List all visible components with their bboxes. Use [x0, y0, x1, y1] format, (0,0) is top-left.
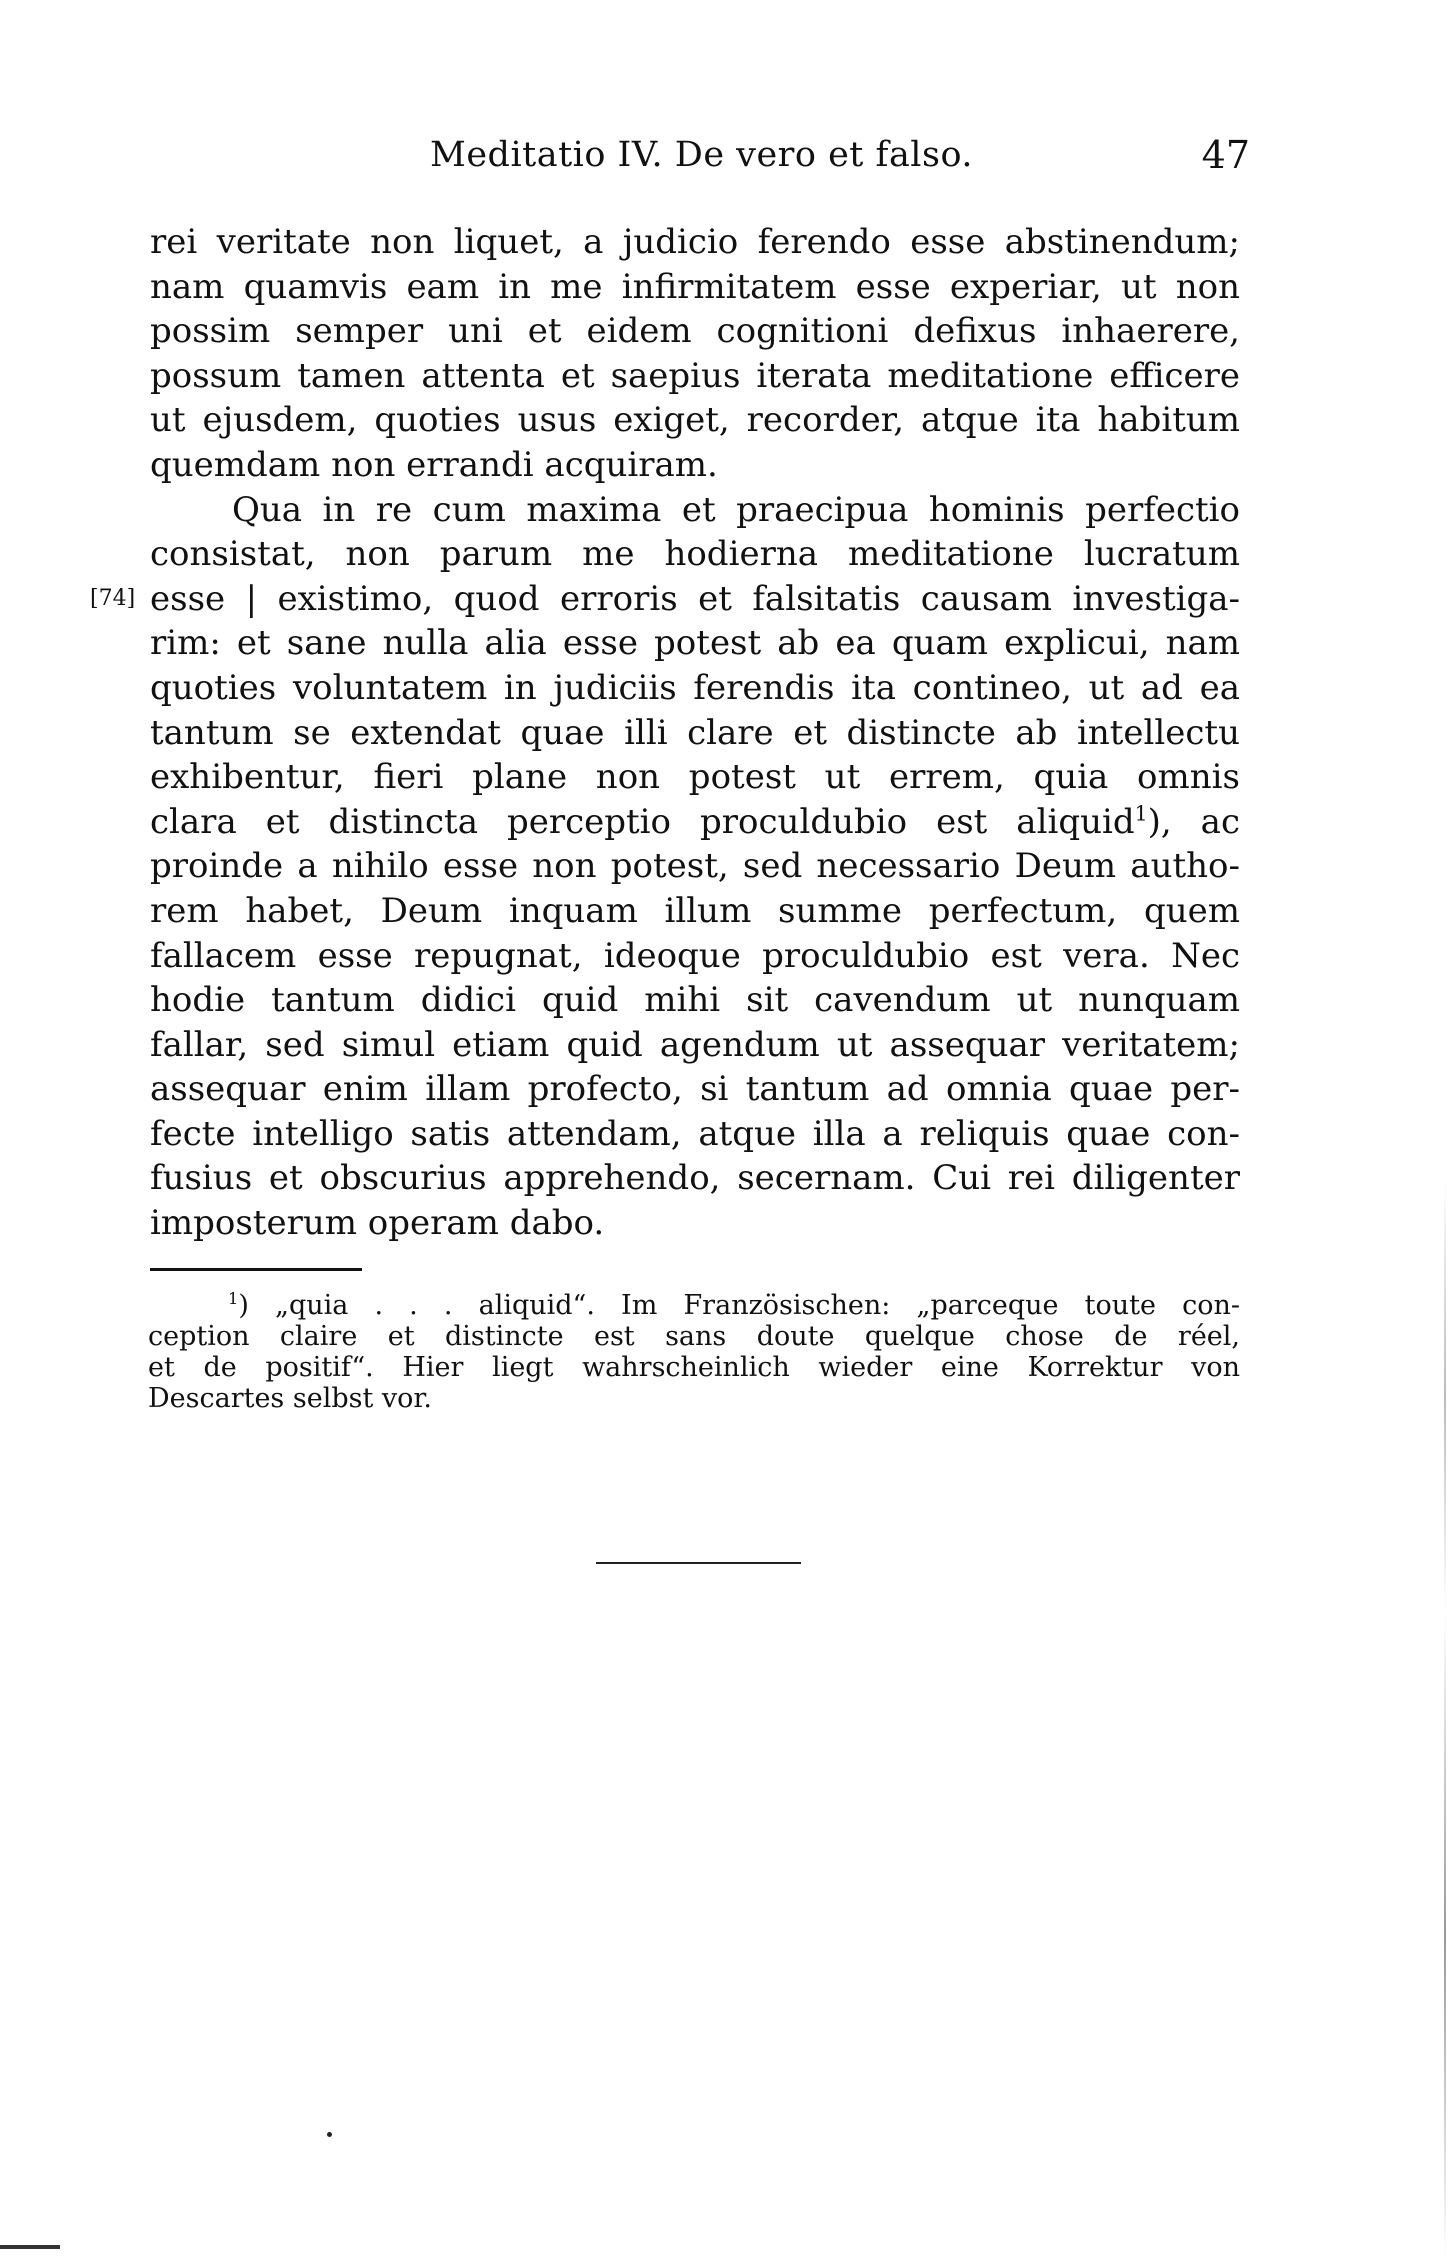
- text-segment: clara et distincta perceptio proculdubio est aliquid: [150, 801, 1135, 842]
- text-line: possim semper uni et eidem cognitioni defixus inhaerere,: [150, 311, 1240, 352]
- text-line: tantum se extendat quae illi clare et distincte ab intellectu: [150, 712, 1240, 753]
- marginal-page-reference: [74]: [90, 585, 136, 611]
- text-line: assequar enim illam profecto, si tantum ad omnia quae per-: [150, 1069, 1240, 1110]
- main-text: [90, 220, 1240, 1246]
- text-line: hodie tantum didici quid mihi sit cavendum ut nunquam: [150, 980, 1240, 1021]
- footnote-separator: [150, 1268, 362, 1271]
- text-line: fallar, sed simul etiam quid agendum ut assequar veritatem;: [150, 1024, 1240, 1065]
- text-line: possum tamen attenta et saepius iterata meditatione efficere: [150, 355, 1240, 396]
- text-line: proinde a nihilo esse non potest, sed necessario Deum autho-: [150, 846, 1240, 887]
- text-line: fusius et obscurius apprehendo, secernam. Cui rei diligenter: [150, 1158, 1240, 1199]
- scan-edge-mark: [0, 2245, 60, 2249]
- footnote-reference[interactable]: 1: [1134, 801, 1148, 826]
- footnote-line: [148, 1290, 1240, 1321]
- scan-edge-shadow: [1444, 1180, 1446, 2260]
- section-end-rule: [596, 1562, 801, 1564]
- text-line: fecte intelligo satis attendam, atque illa a reliquis quae con-: [150, 1113, 1240, 1154]
- footnote: [148, 1290, 1240, 1414]
- text-line: consistat, non parum me hodierna meditatione lucratum: [150, 534, 1240, 575]
- footnote-line: Descartes selbst vor.: [148, 1383, 432, 1414]
- text-line: Qua in re cum maxima et praecipua hominis perfectio: [232, 489, 1240, 530]
- text-line: nam quamvis eam in me infirmitatem esse experiar, ut non: [150, 266, 1240, 307]
- text-line: ut ejusdem, quoties usus exiget, recorder, atque ita habitum: [150, 400, 1240, 441]
- running-header: [150, 135, 1250, 185]
- text-line: fallacem esse repugnat, ideoque proculdubio est vera. Nec: [150, 935, 1240, 976]
- footnote-marker: 1: [228, 1289, 239, 1308]
- text-line: rem habet, Deum inquam illum summe perfectum, quem: [150, 890, 1240, 931]
- footnote-line: ception claire et distincte est sans doute quelque chose de réel,: [148, 1321, 1240, 1352]
- text-line-with-marginal: [90, 577, 1240, 622]
- text-line-with-footnote-ref: [150, 800, 1240, 845]
- text-line: esse | existimo, quod erroris et falsitatis causam investiga-: [150, 578, 1240, 619]
- text-line: quemdam non errandi acquiram.: [150, 444, 718, 485]
- running-title: Meditatio IV. De vero et falso.: [430, 135, 974, 175]
- text-line: quoties voluntatem in judiciis ferendis ita contineo, ut ad ea: [150, 667, 1240, 708]
- footnote-line: et de positif“. Hier liegt wahrscheinlich wieder eine Korrektur von: [148, 1352, 1240, 1383]
- text-line: exhibentur, fieri plane non potest ut errem, quia omnis: [150, 757, 1240, 798]
- text-line: rei veritate non liquet, a judicio ferendo esse abstinendum;: [150, 222, 1240, 262]
- text-line: imposterum operam dabo.: [150, 1203, 605, 1244]
- page-number: 47: [1201, 133, 1250, 177]
- print-speck: [327, 2132, 332, 2137]
- text-line: rim: et sane nulla alia esse potest ab ea quam explicui, nam: [150, 623, 1240, 664]
- footnote-text: ) „quia . . . aliquid“. Im Französischen: „parceque toute con-: [238, 1290, 1240, 1321]
- text-segment: ), ac: [1147, 801, 1240, 842]
